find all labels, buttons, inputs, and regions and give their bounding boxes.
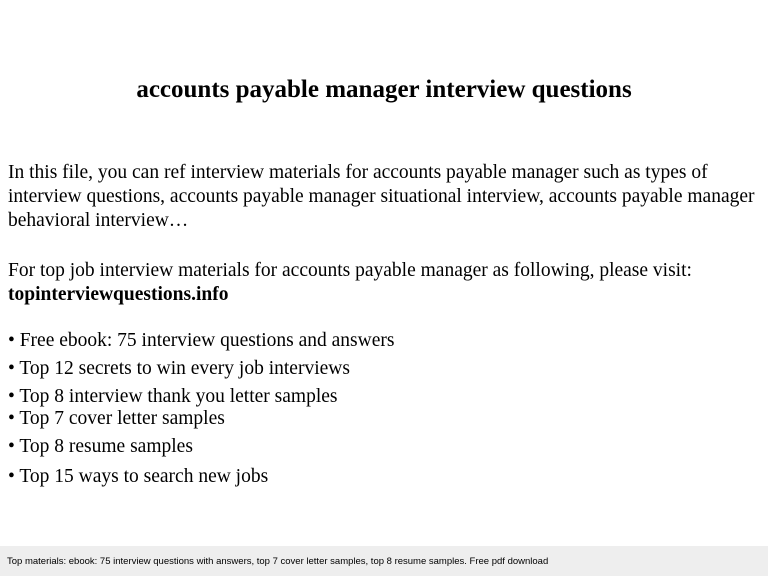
list-item: • Top 7 cover letter samples [8,408,225,429]
list-item: • Top 12 secrets to win every job interviews [8,358,350,379]
list-item: • Top 15 ways to search new jobs [8,466,269,487]
visit-text: For top job interview materials for accounts payable manager as following, please visit: [8,260,692,281]
slide-title: accounts payable manager interview questions [136,76,632,103]
list-item: • Top 8 interview thank you letter samples [8,386,338,407]
visit-paragraph [8,259,760,307]
intro-paragraph: In this file, you can ref interview materials for accounts payable manager such as types of interview questions, accounts payable manager situational interview, accounts payable manager behavioral interview… [8,162,755,231]
list-item: • Top 8 resume samples [8,436,193,457]
site-link[interactable]: topinterviewquestions.info [8,284,229,305]
footer-text: Top materials: ebook: 75 interview questions with answers, top 7 cover letter samples, top 8 resume samples. Free pdf download [7,556,549,567]
list-item: • Free ebook: 75 interview questions and answers [8,330,395,351]
